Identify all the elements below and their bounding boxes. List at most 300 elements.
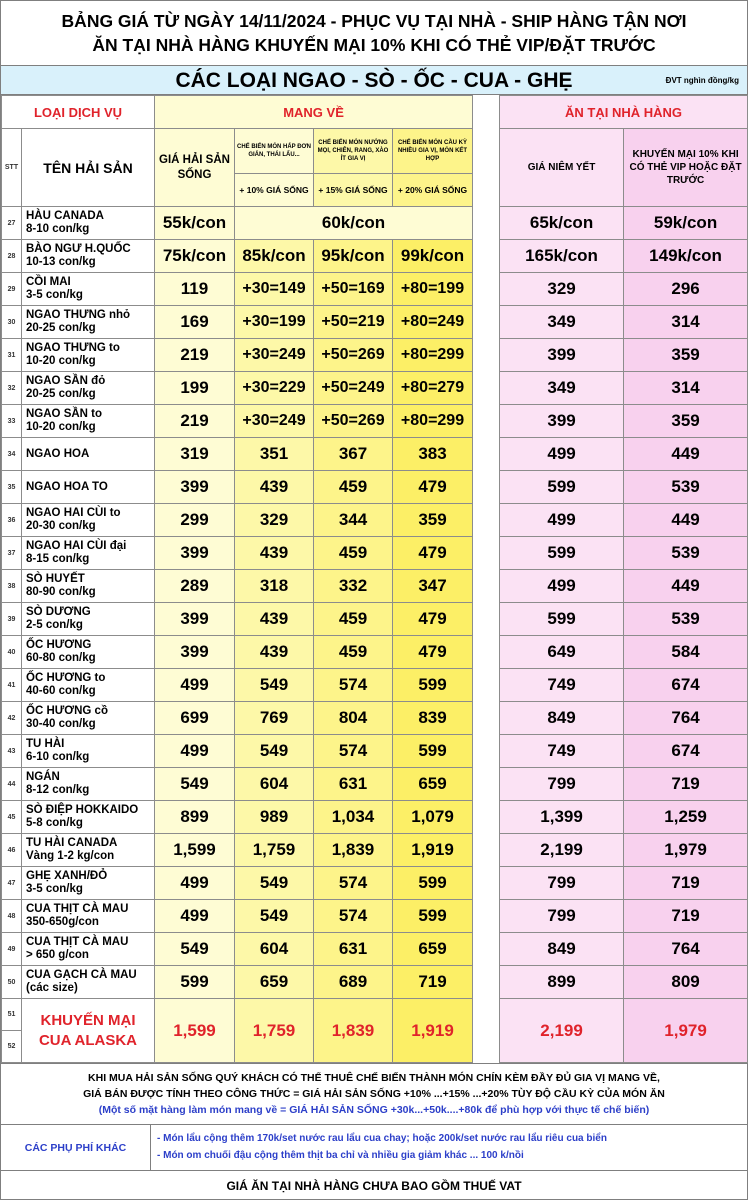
cell-vip: 764 <box>624 702 748 735</box>
row-name-sub: 350-650g/con <box>26 916 99 928</box>
row-stt: 47 <box>2 867 22 900</box>
footer-line-2: GIÁ BÁN ĐƯỢC TÍNH THEO CÔNG THỨC = GIÁ HẢI SẢN SỐNG +10% ...+15% ...+20% TÙY ĐỘ CẦU KỲ CỦA MÓN ĂN <box>83 1088 665 1100</box>
column-gap <box>473 570 500 603</box>
column-gap <box>473 96 500 129</box>
table-row <box>2 273 748 306</box>
row-stt: 32 <box>2 372 22 405</box>
header-line-2: ĂN TẠI NHÀ HÀNG KHUYẾN MẠI 10% KHI CÓ THẺ VIP/ĐẶT TRƯỚC <box>92 35 656 55</box>
col-stt: STT <box>2 129 22 207</box>
cell-takeaway-merged: 60k/con <box>235 207 473 240</box>
row-name-sub: 20-25 con/kg <box>26 322 96 334</box>
row-name <box>22 537 155 570</box>
row-name-main: GHẸ XANH/ĐỎ <box>26 870 108 882</box>
cell-listed: 599 <box>500 471 624 504</box>
column-gap <box>473 735 500 768</box>
table-row <box>2 966 748 999</box>
row-stt: 27 <box>2 207 22 240</box>
row-stt: 40 <box>2 636 22 669</box>
cell-p15: 459 <box>314 636 393 669</box>
column-gap <box>473 636 500 669</box>
col-simple-pct: + 10% GIÁ SỐNG <box>235 174 314 207</box>
promo-vip: 1,979 <box>624 999 748 1063</box>
cell-p10: 1,759 <box>235 834 314 867</box>
row-name-main: TU HÀI <box>26 738 65 750</box>
cell-p20: 659 <box>393 933 473 966</box>
cell-p10: 769 <box>235 702 314 735</box>
row-stt: 31 <box>2 339 22 372</box>
row-name-sub: 10-13 con/kg <box>26 256 96 268</box>
promo-live: 1,599 <box>155 999 235 1063</box>
cell-p15: 574 <box>314 669 393 702</box>
row-name-main: NGÁN <box>26 771 60 783</box>
column-gap <box>473 966 500 999</box>
table-row <box>2 768 748 801</box>
cell-p15: 689 <box>314 966 393 999</box>
table-row <box>2 306 748 339</box>
row-name-main: NGAO THƯNG to <box>26 342 120 354</box>
row-name <box>22 603 155 636</box>
cell-p15: 631 <box>314 933 393 966</box>
fees-label: CÁC PHỤ PHÍ KHÁC <box>1 1125 151 1170</box>
row-name-sub: 20-25 con/kg <box>26 388 96 400</box>
fee-item: - Món om chuối đậu cộng thêm thịt ba chỉ và nhiều gia giảm khác ... 100 k/nồi <box>157 1150 524 1161</box>
row-name-main: ỐC HƯƠNG to <box>26 672 106 684</box>
row-name-sub: 30-40 con/kg <box>26 718 96 730</box>
promo-stt-2: 52 <box>2 1031 22 1063</box>
cell-p10: 604 <box>235 933 314 966</box>
cell-live: 1,599 <box>155 834 235 867</box>
cell-p10: +30=149 <box>235 273 314 306</box>
cell-live: 499 <box>155 735 235 768</box>
row-stt: 43 <box>2 735 22 768</box>
row-name-main: TU HÀI CANADA <box>26 837 118 849</box>
row-name-main: CUA THỊT CÀ MAU <box>26 936 129 948</box>
column-gap <box>473 273 500 306</box>
cell-p15: 574 <box>314 735 393 768</box>
vat-note: GIÁ ĂN TẠI NHÀ HÀNG CHƯA BAO GỒM THUẾ VAT <box>1 1170 747 1200</box>
cell-p10: +30=249 <box>235 339 314 372</box>
column-gap <box>473 405 500 438</box>
cell-p10: 439 <box>235 471 314 504</box>
column-gap <box>473 768 500 801</box>
cell-p10: +30=229 <box>235 372 314 405</box>
table-row <box>2 504 748 537</box>
col-vip: KHUYẾN MẠI 10% KHI CÓ THẺ VIP HOẶC ĐẶT TRƯỚC <box>624 129 748 207</box>
table-row <box>2 603 748 636</box>
row-name <box>22 867 155 900</box>
cell-p15: 574 <box>314 900 393 933</box>
row-name-main: NGAO SẦN đỏ <box>26 375 106 387</box>
cell-listed: 349 <box>500 372 624 405</box>
extra-fees <box>1 1124 747 1170</box>
table-row <box>2 438 748 471</box>
cell-vip: 1,979 <box>624 834 748 867</box>
cell-p10: 604 <box>235 768 314 801</box>
row-name <box>22 933 155 966</box>
column-gap <box>473 669 500 702</box>
cell-listed: 799 <box>500 867 624 900</box>
column-gap <box>473 372 500 405</box>
table-row <box>2 834 748 867</box>
column-gap <box>473 900 500 933</box>
row-name <box>22 768 155 801</box>
row-name <box>22 240 155 273</box>
group-takeaway: MANG VỀ <box>155 96 473 129</box>
fee-item: - Món lẩu cộng thêm 170k/set nước rau lẩu cua chay; hoặc 200k/set nước rau lẩu riêu cua biển <box>157 1133 607 1144</box>
cell-live: 169 <box>155 306 235 339</box>
cell-listed: 799 <box>500 900 624 933</box>
row-name-sub: > 650 g/con <box>26 949 89 961</box>
column-gap <box>473 702 500 735</box>
cell-live: 399 <box>155 636 235 669</box>
cell-live: 55k/con <box>155 207 235 240</box>
row-name-sub: 10-20 con/kg <box>26 355 96 367</box>
row-name <box>22 273 155 306</box>
promo-name <box>22 999 155 1063</box>
header <box>1 1 747 65</box>
cell-listed: 499 <box>500 570 624 603</box>
cell-p10: 549 <box>235 867 314 900</box>
row-name-main: NGAO HAI CÙI to <box>26 507 121 519</box>
cell-live: 499 <box>155 669 235 702</box>
cell-p10: +30=249 <box>235 405 314 438</box>
cell-vip: 149k/con <box>624 240 748 273</box>
row-name-sub: 40-60 con/kg <box>26 685 96 697</box>
cell-p10: 329 <box>235 504 314 537</box>
cell-listed: 65k/con <box>500 207 624 240</box>
cell-vip: 674 <box>624 735 748 768</box>
table-row <box>2 537 748 570</box>
table-row <box>2 372 748 405</box>
row-name <box>22 702 155 735</box>
footer-notes <box>1 1063 747 1124</box>
cell-vip: 719 <box>624 867 748 900</box>
row-name-sub: 3-5 con/kg <box>26 289 83 301</box>
cell-listed: 499 <box>500 504 624 537</box>
group-dine-in: ĂN TẠI NHÀ HÀNG <box>500 96 748 129</box>
cell-p20: 383 <box>393 438 473 471</box>
cell-p20: +80=299 <box>393 405 473 438</box>
promo-stt-1: 51 <box>2 999 22 1031</box>
cell-vip: 449 <box>624 504 748 537</box>
column-gap <box>473 207 500 240</box>
row-name-main: NGAO SẦN to <box>26 408 103 420</box>
col-simple: CHẾ BIẾN MÓN HẤP ĐƠN GIẢN, THÁI LẨU... <box>235 129 314 174</box>
row-name-main: ỐC HƯƠNG cồ <box>26 705 108 717</box>
row-name <box>22 801 155 834</box>
header-line-1: BẢNG GIÁ TỪ NGÀY 14/11/2024 - PHỤC VỤ TẠI NHÀ - SHIP HÀNG TẬN NƠI <box>61 11 687 31</box>
row-stt: 46 <box>2 834 22 867</box>
row-stt: 30 <box>2 306 22 339</box>
column-gap <box>473 933 500 966</box>
price-table <box>1 95 748 1063</box>
row-name <box>22 834 155 867</box>
row-name-main: NGAO HOA <box>26 447 90 460</box>
table-row <box>2 702 748 735</box>
cell-p20: 839 <box>393 702 473 735</box>
table-body <box>2 207 748 999</box>
cell-p20: +80=279 <box>393 372 473 405</box>
cell-p20: +80=249 <box>393 306 473 339</box>
cell-vip: 764 <box>624 933 748 966</box>
row-name-sub: Vàng 1-2 kg/con <box>26 850 115 862</box>
row-name <box>22 339 155 372</box>
cell-p15: 344 <box>314 504 393 537</box>
row-stt: 42 <box>2 702 22 735</box>
cell-p20: +80=199 <box>393 273 473 306</box>
row-name-sub: 10-20 con/kg <box>26 421 96 433</box>
cell-listed: 499 <box>500 438 624 471</box>
cell-p10: +30=199 <box>235 306 314 339</box>
promo-listed: 2,199 <box>500 999 624 1063</box>
row-name-sub: 2-5 con/kg <box>26 619 83 631</box>
cell-p20: 99k/con <box>393 240 473 273</box>
cell-vip: 584 <box>624 636 748 669</box>
cell-p15: +50=269 <box>314 405 393 438</box>
cell-p20: 599 <box>393 735 473 768</box>
row-name <box>22 636 155 669</box>
table-row <box>2 405 748 438</box>
cell-p20: 659 <box>393 768 473 801</box>
row-name-main: CUA GẠCH CÀ MAU <box>26 969 137 981</box>
row-name <box>22 405 155 438</box>
cell-live: 599 <box>155 966 235 999</box>
row-name-sub: 3-5 con/kg <box>26 883 83 895</box>
column-gap <box>473 999 500 1063</box>
cell-live: 549 <box>155 768 235 801</box>
row-stt: 29 <box>2 273 22 306</box>
row-stt: 36 <box>2 504 22 537</box>
cell-p20: +80=299 <box>393 339 473 372</box>
row-stt: 44 <box>2 768 22 801</box>
table-row <box>2 735 748 768</box>
cell-live: 899 <box>155 801 235 834</box>
row-stt: 38 <box>2 570 22 603</box>
cell-p15: +50=269 <box>314 339 393 372</box>
cell-p10: 85k/con <box>235 240 314 273</box>
table-row <box>2 933 748 966</box>
cell-live: 119 <box>155 273 235 306</box>
cell-live: 219 <box>155 405 235 438</box>
footer-line-1: KHI MUA HẢI SẢN SỐNG QUÝ KHÁCH CÓ THỂ THUÊ CHẾ BIẾN THÀNH MÓN CHÍN KÈM ĐẦY ĐỦ GIA VỊ MANG VỀ, <box>88 1072 660 1084</box>
cell-p15: 95k/con <box>314 240 393 273</box>
cell-p10: 439 <box>235 603 314 636</box>
cell-vip: 674 <box>624 669 748 702</box>
cell-vip: 809 <box>624 966 748 999</box>
cell-vip: 359 <box>624 405 748 438</box>
col-complex: CHẾ BIẾN MÓN CẦU KỲ NHIỀU GIA VỊ, MÓN KẾT HỢP <box>393 129 473 174</box>
cell-listed: 349 <box>500 306 624 339</box>
column-gap <box>473 867 500 900</box>
cell-p20: 719 <box>393 966 473 999</box>
table-row <box>2 669 748 702</box>
footer-line-3: (Một số mặt hàng làm món mang về = GIÁ HẢI SẢN SỐNG +30k...+50k....+80k để phù hợp với thực tế chế biến) <box>98 1104 650 1116</box>
promo-name-line-2: CUA ALASKA <box>38 1031 138 1049</box>
cell-p15: 574 <box>314 867 393 900</box>
cell-p10: 351 <box>235 438 314 471</box>
category-band <box>1 65 747 95</box>
cell-p15: +50=169 <box>314 273 393 306</box>
row-stt: 50 <box>2 966 22 999</box>
promo-name-line-1: KHUYẾN MẠI <box>40 1011 136 1029</box>
cell-p10: 318 <box>235 570 314 603</box>
cell-live: 199 <box>155 372 235 405</box>
fees-list <box>151 1125 747 1170</box>
cell-live: 399 <box>155 603 235 636</box>
cell-p20: 599 <box>393 669 473 702</box>
cell-live: 699 <box>155 702 235 735</box>
cell-p20: 479 <box>393 537 473 570</box>
cell-listed: 749 <box>500 735 624 768</box>
row-name <box>22 372 155 405</box>
row-name-sub: 20-30 con/kg <box>26 520 96 532</box>
category-title: CÁC LOẠI NGAO - SÒ - ỐC - CUA - GHẸ <box>175 69 573 92</box>
column-gap <box>473 438 500 471</box>
cell-p20: 1,079 <box>393 801 473 834</box>
row-name <box>22 900 155 933</box>
row-stt: 37 <box>2 537 22 570</box>
promo-body <box>2 999 748 1063</box>
row-stt: 45 <box>2 801 22 834</box>
cell-vip: 314 <box>624 372 748 405</box>
cell-live: 399 <box>155 471 235 504</box>
table-row <box>2 471 748 504</box>
row-name-sub: 5-8 con/kg <box>26 817 83 829</box>
promo-p10: 1,759 <box>235 999 314 1063</box>
cell-p20: 359 <box>393 504 473 537</box>
cell-listed: 2,199 <box>500 834 624 867</box>
column-gap <box>473 471 500 504</box>
row-stt: 33 <box>2 405 22 438</box>
cell-p15: +50=249 <box>314 372 393 405</box>
col-complex-pct: + 20% GIÁ SỐNG <box>393 174 473 207</box>
col-grill-pct: + 15% GIÁ SỐNG <box>314 174 393 207</box>
cell-p10: 439 <box>235 537 314 570</box>
cell-p20: 347 <box>393 570 473 603</box>
cell-listed: 599 <box>500 603 624 636</box>
cell-vip: 296 <box>624 273 748 306</box>
cell-vip: 719 <box>624 768 748 801</box>
row-name-main: SÒ HUYẾT <box>26 573 85 585</box>
cell-listed: 849 <box>500 933 624 966</box>
cell-p20: 479 <box>393 471 473 504</box>
cell-listed: 749 <box>500 669 624 702</box>
cell-p15: 631 <box>314 768 393 801</box>
column-gap <box>473 240 500 273</box>
cell-listed: 399 <box>500 405 624 438</box>
cell-p15: +50=219 <box>314 306 393 339</box>
cell-live: 499 <box>155 867 235 900</box>
promo-row <box>2 999 748 1031</box>
cell-live: 289 <box>155 570 235 603</box>
row-name <box>22 471 155 504</box>
cell-listed: 599 <box>500 537 624 570</box>
cell-vip: 449 <box>624 438 748 471</box>
cell-p20: 1,919 <box>393 834 473 867</box>
row-name <box>22 306 155 339</box>
cell-p15: 367 <box>314 438 393 471</box>
row-name-main: BÀO NGƯ H.QUỐC <box>26 243 131 255</box>
cell-p10: 989 <box>235 801 314 834</box>
row-name <box>22 438 155 471</box>
row-name <box>22 735 155 768</box>
row-name-sub: 60-80 con/kg <box>26 652 96 664</box>
cell-listed: 1,399 <box>500 801 624 834</box>
cell-vip: 59k/con <box>624 207 748 240</box>
column-gap <box>473 306 500 339</box>
cell-p15: 459 <box>314 471 393 504</box>
cell-vip: 539 <box>624 537 748 570</box>
row-name-main: NGAO HAI CÙI đại <box>26 540 127 552</box>
table-row <box>2 339 748 372</box>
table-row <box>2 240 748 273</box>
cell-vip: 539 <box>624 471 748 504</box>
column-gap <box>473 504 500 537</box>
cell-listed: 849 <box>500 702 624 735</box>
cell-vip: 539 <box>624 603 748 636</box>
row-name <box>22 504 155 537</box>
cell-p10: 549 <box>235 669 314 702</box>
row-stt: 35 <box>2 471 22 504</box>
cell-p15: 332 <box>314 570 393 603</box>
cell-listed: 165k/con <box>500 240 624 273</box>
cell-live: 399 <box>155 537 235 570</box>
cell-vip: 359 <box>624 339 748 372</box>
row-name-sub: 8-12 con/kg <box>26 784 90 796</box>
cell-live: 219 <box>155 339 235 372</box>
promo-p15: 1,839 <box>314 999 393 1063</box>
cell-listed: 649 <box>500 636 624 669</box>
row-name-sub: 6-10 con/kg <box>26 751 90 763</box>
cell-p15: 459 <box>314 603 393 636</box>
cell-vip: 1,259 <box>624 801 748 834</box>
cell-p15: 1,839 <box>314 834 393 867</box>
table-row <box>2 570 748 603</box>
cell-live: 75k/con <box>155 240 235 273</box>
cell-p10: 549 <box>235 900 314 933</box>
table-row <box>2 636 748 669</box>
unit-note: ĐVT nghìn đồng/kg <box>665 76 739 85</box>
cell-listed: 329 <box>500 273 624 306</box>
cell-listed: 799 <box>500 768 624 801</box>
col-name: TÊN HẢI SẢN <box>22 129 155 207</box>
cell-live: 499 <box>155 900 235 933</box>
row-name <box>22 207 155 240</box>
row-name-main: NGAO HOA TO <box>26 480 108 493</box>
row-stt: 48 <box>2 900 22 933</box>
table-row <box>2 867 748 900</box>
cell-listed: 399 <box>500 339 624 372</box>
row-stt: 39 <box>2 603 22 636</box>
cell-live: 319 <box>155 438 235 471</box>
cell-live: 549 <box>155 933 235 966</box>
column-gap <box>473 603 500 636</box>
cell-live: 299 <box>155 504 235 537</box>
col-listed: GIÁ NIÊM YẾT <box>500 129 624 207</box>
row-stt: 41 <box>2 669 22 702</box>
cell-p15: 459 <box>314 537 393 570</box>
row-name-main: SÒ ĐIỆP HOKKAIDO <box>26 804 139 816</box>
cell-p20: 599 <box>393 900 473 933</box>
cell-p15: 1,034 <box>314 801 393 834</box>
column-gap <box>473 129 500 207</box>
col-live-price: GIÁ HẢI SẢN SỐNG <box>155 129 235 207</box>
cell-p20: 599 <box>393 867 473 900</box>
table-row <box>2 900 748 933</box>
table-row <box>2 801 748 834</box>
row-name-sub: (các size) <box>26 982 78 994</box>
row-name-main: CUA THỊT CÀ MAU <box>26 903 129 915</box>
